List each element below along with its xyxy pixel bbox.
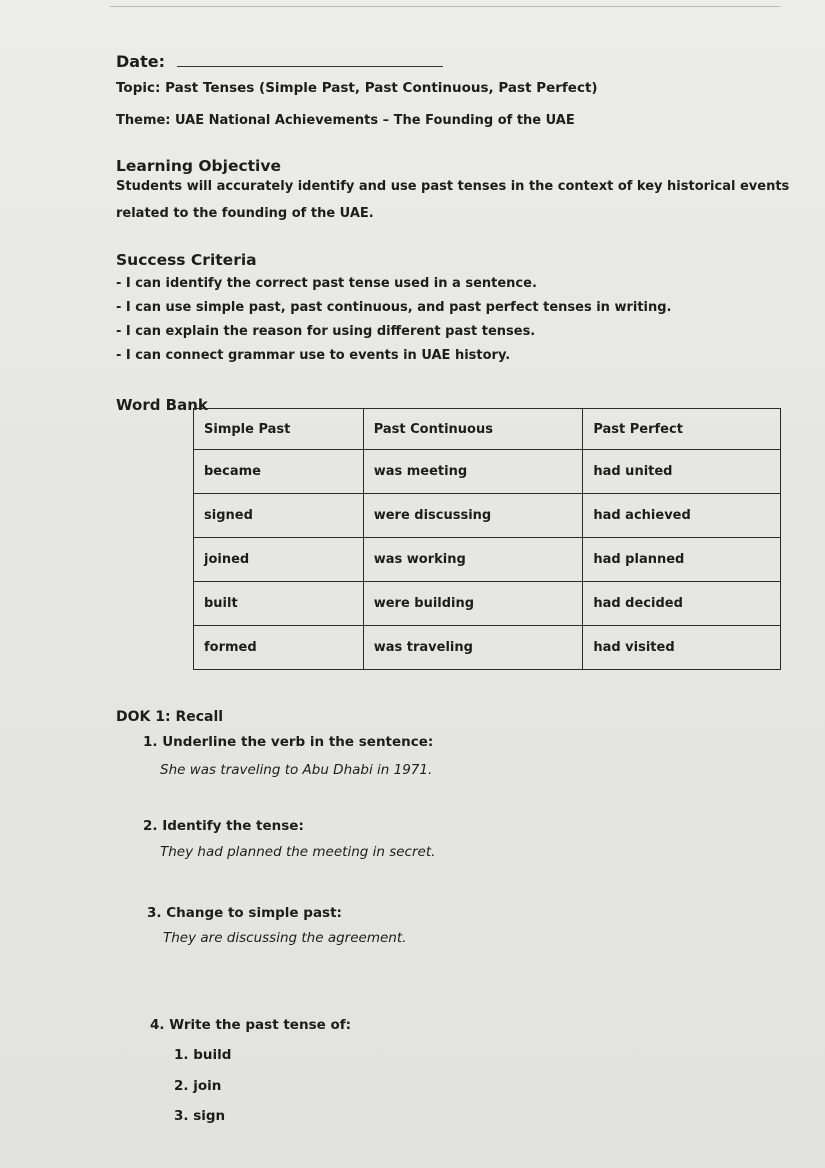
success-criterion: - I can identify the correct past tense used in a sentence. bbox=[116, 276, 537, 291]
dok-heading: DOK 1: Recall bbox=[116, 709, 224, 725]
success-criterion: - I can explain the reason for using different past tenses. bbox=[116, 324, 536, 339]
success-criteria-heading: Success Criteria bbox=[116, 251, 257, 269]
word-bank-heading: Word Bank bbox=[116, 396, 208, 414]
date-blank-line bbox=[177, 66, 443, 67]
table-cell: became bbox=[194, 450, 364, 494]
table-cell: was meeting bbox=[363, 450, 583, 494]
learning-objective-heading: Learning Objective bbox=[116, 157, 281, 175]
table-cell: had united bbox=[583, 450, 781, 494]
header-past-continuous: Past Continuous bbox=[363, 409, 583, 450]
table-row bbox=[194, 582, 781, 626]
success-criterion: - I can use simple past, past continuous, and past perfect tenses in writing. bbox=[116, 300, 672, 315]
table-row bbox=[194, 626, 781, 670]
learning-objective-text-2: related to the founding of the UAE. bbox=[116, 206, 374, 221]
table-row bbox=[194, 450, 781, 494]
question-4-prompt: 4. Write the past tense of: bbox=[150, 1017, 352, 1033]
word-bank-table bbox=[193, 408, 781, 670]
header-simple-past: Simple Past bbox=[194, 409, 364, 450]
table-cell: was traveling bbox=[363, 626, 583, 670]
table-cell: had planned bbox=[583, 538, 781, 582]
question-3-sentence: They are discussing the agreement. bbox=[163, 930, 407, 946]
top-rule bbox=[110, 6, 780, 7]
question-4-item: 1. build bbox=[174, 1047, 232, 1063]
question-1-sentence: She was traveling to Abu Dhabi in 1971. bbox=[160, 762, 433, 778]
table-cell: were building bbox=[363, 582, 583, 626]
table-cell: had achieved bbox=[583, 494, 781, 538]
question-2-sentence: They had planned the meeting in secret. bbox=[160, 844, 436, 860]
table-cell: signed bbox=[194, 494, 364, 538]
question-1-prompt: 1. Underline the verb in the sentence: bbox=[143, 734, 434, 750]
question-4-item: 2. join bbox=[174, 1078, 222, 1094]
question-2-prompt: 2. Identify the tense: bbox=[143, 818, 304, 834]
table-cell: formed bbox=[194, 626, 364, 670]
topic-line: Topic: Past Tenses (Simple Past, Past Continuous, Past Perfect) bbox=[116, 80, 598, 96]
table-cell: was working bbox=[363, 538, 583, 582]
table-cell: had decided bbox=[583, 582, 781, 626]
table-header-row bbox=[194, 409, 781, 450]
table-cell: had visited bbox=[583, 626, 781, 670]
success-criterion: - I can connect grammar use to events in UAE history. bbox=[116, 348, 511, 363]
header-past-perfect: Past Perfect bbox=[583, 409, 781, 450]
table-cell: were discussing bbox=[363, 494, 583, 538]
question-4-item: 3. sign bbox=[174, 1108, 226, 1124]
theme-line: Theme: UAE National Achievements – The Founding of the UAE bbox=[116, 113, 575, 128]
date-label: Date: bbox=[116, 52, 165, 71]
table-cell: joined bbox=[194, 538, 364, 582]
question-3-prompt: 3. Change to simple past: bbox=[147, 905, 342, 921]
table-row bbox=[194, 494, 781, 538]
table-row bbox=[194, 538, 781, 582]
learning-objective-text-1: Students will accurately identify and use past tenses in the context of key historical events bbox=[116, 179, 790, 194]
table-cell: built bbox=[194, 582, 364, 626]
